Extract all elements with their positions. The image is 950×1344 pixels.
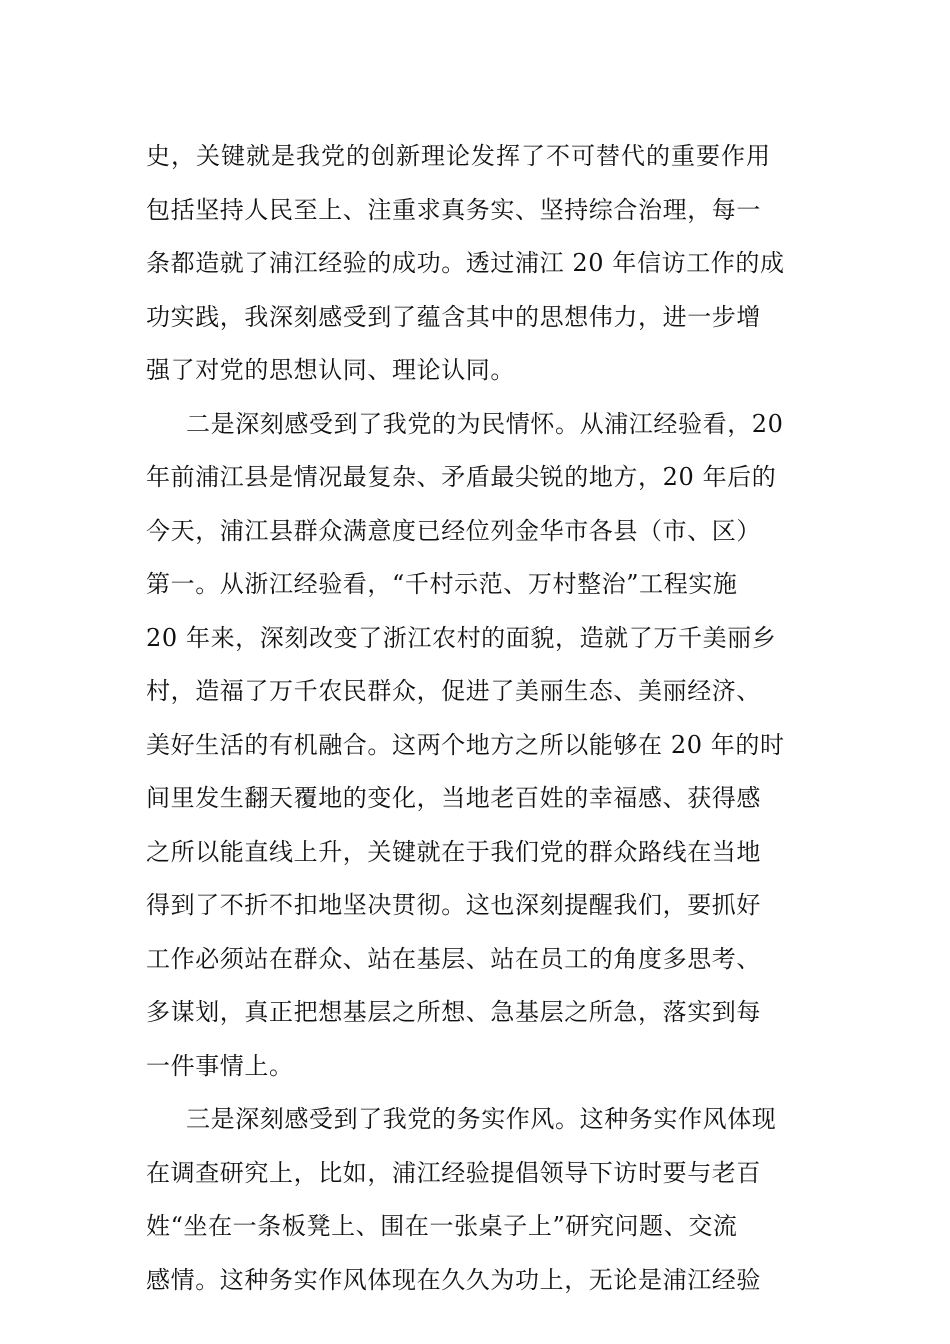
body-line: 美好生活的有机融合。这两个地方之所以能够在 20 年的时 [146, 730, 785, 759]
body-line: 二是深刻感受到了我党的为民情怀。从浦江经验看，20 [186, 409, 784, 438]
body-line: 村，造福了万千农民群众，促进了美丽生态、美丽经济、 [146, 677, 761, 705]
body-line: 在调查研究上，比如，浦江经验提倡领导下访时要与老百 [146, 1158, 761, 1187]
body-line: 间里发生翻天覆地的变化，当地老百姓的幸福感、获得感 [146, 784, 761, 812]
body-line: 年前浦江县是情况最复杂、矛盾最尖锐的地方，20 年后的 [146, 463, 777, 491]
body-line: 之所以能直线上升，关键就在于我们党的群众路线在当地 [146, 837, 761, 866]
body-line: 得到了不折不扣地坚决贯彻。这也深刻提醒我们，要抓好 [146, 891, 761, 919]
body-line: 强了对党的思想认同、理论认同。 [146, 356, 515, 384]
body-line: 第一。从浙江经验看，“千村示范、万村整治”工程实施 [146, 570, 738, 598]
body-line: 感情。这种务实作风体现在久久为功上，无论是浦江经验 [146, 1265, 761, 1294]
body-line: 今天，浦江县群众满意度已经位列金华市各县（市、区） [146, 516, 761, 545]
body-line: 史，关键就是我党的创新理论发挥了不可替代的重要作用 [146, 142, 771, 170]
body-line: 功实践，我深刻感受到了蕴含其中的思想伟力，进一步增 [146, 302, 761, 331]
body-line: 条都造就了浦江经验的成功。透过浦江 20 年信访工作的成 [146, 249, 785, 277]
body-line: 多谋划，真正把想基层之所想、急基层之所急，落实到每 [146, 998, 761, 1026]
body-line: 三是深刻感受到了我党的务实作风。这种务实作风体现 [186, 1105, 777, 1133]
body-line: 姓“坐在一条板凳上、围在一张桌子上”研究问题、交流 [146, 1212, 738, 1240]
body-line: 一件事情上。 [146, 1051, 294, 1080]
document-body [146, 130, 808, 1307]
body-line: 包括坚持人民至上、注重求真务实、坚持综合治理，每一 [146, 195, 761, 224]
body-line: 工作必须站在群众、站在基层、站在员工的角度多思考、 [146, 944, 761, 973]
body-line: 20 年来，深刻改变了浙江农村的面貌，造就了万千美丽乡 [146, 623, 777, 652]
